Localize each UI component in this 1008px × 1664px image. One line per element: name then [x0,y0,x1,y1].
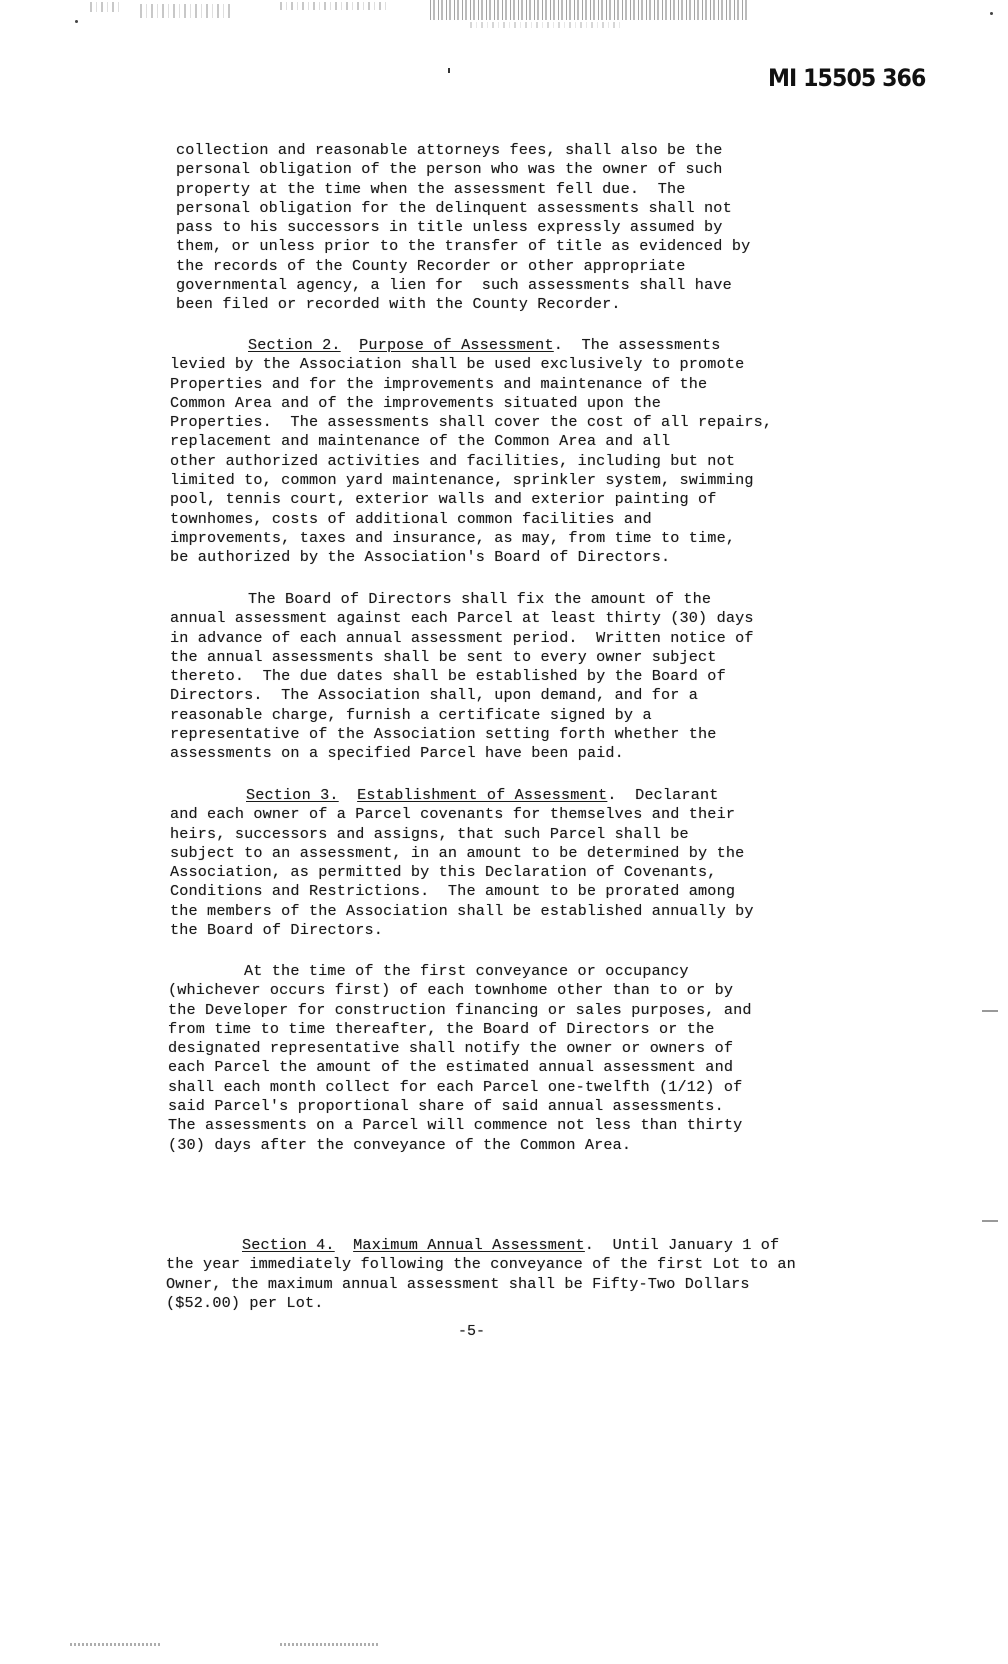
line-text: . Until January 1 of [584,1236,780,1254]
scan-artifact [90,2,120,12]
line-text: pool, tennis court, exterior walls and exterior painting of [170,490,717,509]
line-text: Conditions and Restrictions. The amount to be prorated among [170,882,736,901]
text-line [0,141,750,160]
text-line [0,1294,796,1313]
text-line [0,394,772,413]
scan-artifact [470,22,620,28]
line-text: the Developer for construction financing or sales purposes, and [168,1000,752,1019]
recording-number: MI 15505 366 [768,64,926,92]
text-line [0,629,754,648]
text-line [0,744,754,763]
paragraph-p6 [0,1236,796,1313]
line-text: (whichever occurs first) of each townhome other than to or by [168,981,734,1000]
text-line [0,180,750,199]
line-text: collection and reasonable attorneys fees, shall also be the [176,141,723,159]
paragraph-p4 [0,786,754,940]
text-line [0,882,754,901]
scan-artifact [140,4,230,18]
text-line [0,471,772,490]
paragraph-p1 [0,141,750,315]
scan-artifact [280,2,390,10]
line-text: At the time of the first conveyance or occupancy [244,962,689,980]
line-text: them, or unless prior to the transfer of title as evidenced by [176,237,751,256]
line-text [339,786,358,804]
text-line [0,1275,796,1294]
text-line [0,257,750,276]
line-text: The assessments on a Parcel will commence not less than thirty [168,1116,743,1135]
text-line [0,510,772,529]
text-line [0,548,772,567]
line-text: said Parcel's proportional share of said annual assessments. [168,1097,724,1116]
line-text: Association, as permitted by this Declaration of Covenants, [170,863,717,882]
line-text: the annual assessments shall be sent to every owner subject [170,647,717,666]
line-text: (30) days after the conveyance of the Common Area. [168,1135,632,1154]
line-text: each Parcel the amount of the estimated annual assessment and [168,1058,734,1077]
line-text: personal obligation of the person who was the owner of such [176,160,723,179]
text-line [0,962,752,981]
text-line [0,725,754,744]
edge-mark [982,1220,998,1222]
text-line [0,1020,752,1039]
line-text: reasonable charge, furnish a certificate signed by a [170,705,652,724]
text-line [0,1116,752,1135]
text-line [0,1255,796,1274]
line-text: ($52.00) per Lot. [166,1293,324,1312]
line-text: Directors. The Association shall, upon demand, and for a [170,686,699,705]
underlined-heading: Section 4. [242,1236,335,1254]
text-line [0,413,772,432]
text-line [0,1236,796,1255]
text-line [0,667,754,686]
line-text: replacement and maintenance of the Common Area and all [170,432,671,451]
text-line [0,1078,752,1097]
line-text: representative of the Association setting forth whether the [170,725,717,744]
paragraph-p5 [0,962,752,1155]
text-line [0,218,750,237]
line-text [335,1236,354,1254]
text-line [0,686,754,705]
line-text: . Declarant [607,786,719,804]
line-text: governmental agency, a lien for such assessments shall have [176,276,732,295]
text-line [0,1058,752,1077]
line-text: in advance of each annual assessment period. Written notice of [170,628,754,647]
line-text: been filed or recorded with the County Recorder. [176,295,621,314]
text-line [0,786,754,805]
line-text: designated representative shall notify the owner or owners of [168,1039,734,1058]
text-line [0,609,754,628]
line-text: levied by the Association shall be used exclusively to promote [170,355,745,374]
line-text: the Board of Directors. [170,921,384,940]
line-text: Properties. The assessments shall cover the cost of all repairs, [170,413,773,432]
line-text: be authorized by the Association's Board of Directors. [170,548,671,567]
line-text: improvements, taxes and insurance, as may, from time to time, [170,528,736,547]
paragraph-p2 [0,336,772,568]
scan-artifact [70,1643,160,1646]
line-text: the records of the County Recorder or other appropriate [176,256,686,275]
text-line [0,336,772,355]
underlined-heading: Maximum Annual Assessment [353,1236,585,1254]
line-text: Properties and for the improvements and maintenance of the [170,374,708,393]
text-line [0,863,754,882]
text-line [0,276,750,295]
edge-mark [982,1010,998,1012]
line-text: annual assessment against each Parcel at least thirty (30) days [170,609,754,628]
line-text: property at the time when the assessment fell due. The [176,179,686,198]
underlined-heading: Purpose of Assessment [359,336,554,354]
line-text: The Board of Directors shall fix the amount of the [248,590,712,608]
underlined-heading: Establishment of Assessment [357,786,608,804]
line-text: personal obligation for the delinquent assessments shall not [176,198,732,217]
line-text: pass to his successors in title unless expressly assumed by [176,218,723,237]
page-number: -5- [458,1323,486,1340]
line-text: heirs, successors and assigns, that such Parcel shall be [170,824,689,843]
scan-artifact [430,0,750,20]
text-line [0,1001,752,1020]
text-line [0,921,754,940]
text-line [0,825,754,844]
line-text: subject to an assessment, in an amount to be determined by the [170,843,745,862]
line-text: limited to, common yard maintenance, sprinkler system, swimming [170,471,754,490]
text-line [0,1097,752,1116]
text-line [0,648,754,667]
line-text: Owner, the maximum annual assessment shall be Fifty-Two Dollars [166,1274,750,1293]
text-line [0,1039,752,1058]
paragraph-p3 [0,590,754,764]
line-text: the year immediately following the conveyance of the first Lot to an [166,1255,796,1274]
line-text: thereto. The due dates shall be established by the Board of [170,667,726,686]
text-line [0,490,772,509]
line-text: shall each month collect for each Parcel one-twelfth (1/12) of [168,1077,743,1096]
text-line [0,199,750,218]
line-text: from time to time thereafter, the Board of Directors or the [168,1019,715,1038]
text-line [0,981,752,1000]
line-text: assessments on a specified Parcel have been paid. [170,744,624,763]
line-text: and each owner of a Parcel covenants for themselves and their [170,805,736,824]
text-line [0,902,754,921]
text-line [0,375,772,394]
text-line [0,237,750,256]
stray-mark [448,68,450,73]
line-text: Common Area and of the improvements situated upon the [170,393,661,412]
underlined-heading: Section 2. [248,336,341,354]
line-text: . The assessments [553,336,721,354]
scan-artifact [280,1643,380,1646]
text-line [0,1136,752,1155]
line-text: other authorized activities and facilities, including but not [170,451,736,470]
text-line [0,432,772,451]
line-text: townhomes, costs of additional common facilities and [170,509,652,528]
underlined-heading: Section 3. [246,786,339,804]
line-text [341,336,360,354]
text-line [0,529,772,548]
text-line [0,160,750,179]
text-line [0,706,754,725]
text-line [0,452,772,471]
text-line [0,355,772,374]
text-line [0,590,754,609]
text-line [0,805,754,824]
line-text: the members of the Association shall be established annually by [170,901,754,920]
scan-speck [75,20,78,23]
scan-speck [990,12,993,15]
text-line [0,844,754,863]
text-line [0,295,750,314]
